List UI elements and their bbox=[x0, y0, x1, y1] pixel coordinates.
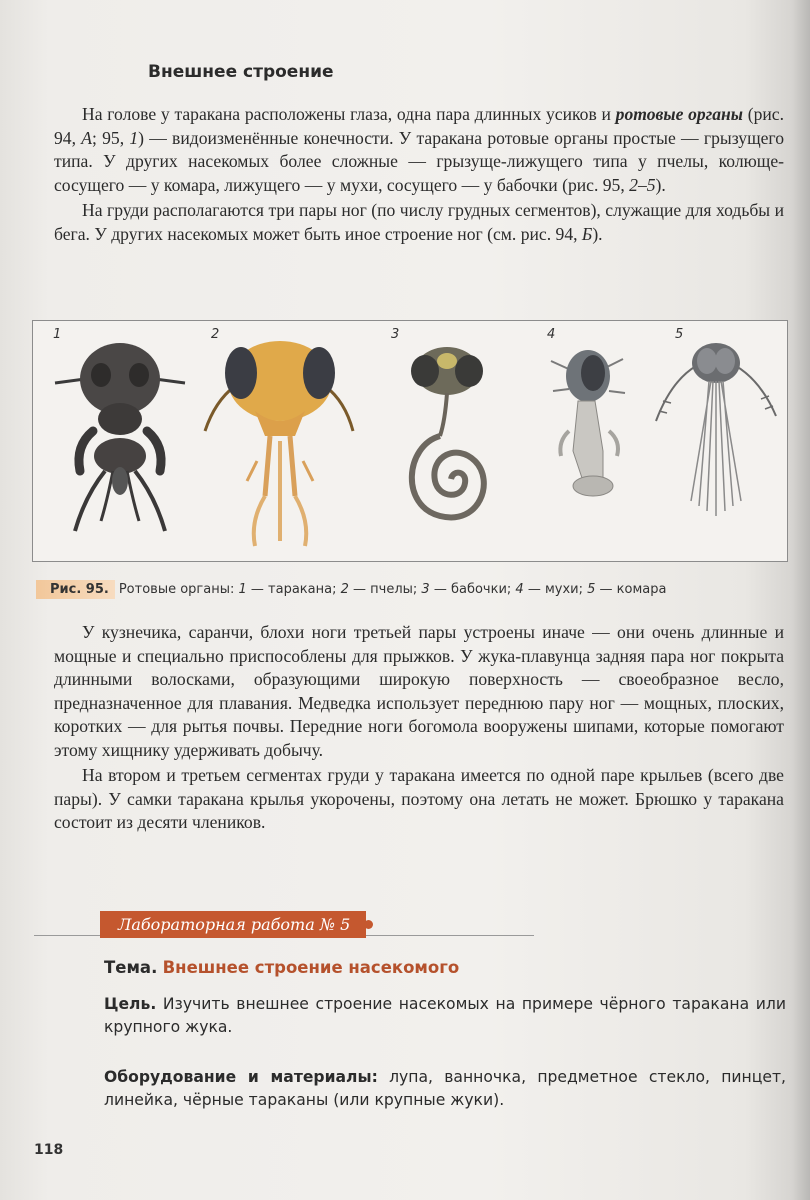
caption-text-4: — мухи; bbox=[523, 582, 588, 597]
para1-ref-1: 1 bbox=[129, 127, 139, 148]
figure-label-4: 4 bbox=[547, 327, 556, 342]
lab-topic bbox=[104, 958, 459, 977]
lab-equipment-label: Оборудование и материалы: bbox=[104, 1068, 378, 1086]
lab-topic-value: Внешнее строение насекомого bbox=[162, 958, 460, 977]
caption-text-1: — таракана; bbox=[246, 582, 341, 597]
caption-num-1: 1 bbox=[238, 582, 247, 597]
caption-num-4: 4 bbox=[515, 582, 524, 597]
page-number: 118 bbox=[34, 1142, 64, 1158]
para1-text-4: ) — видоизменённые конечности. У таракана ротовые органы простые — грызущего типа. У других насекомых более сложные — грызуще-лижущего типа у пчелы, колюще-сосущего — у комара, лижущего — у мухи, сосущего — у бабочки (рис. 95, bbox=[54, 127, 785, 195]
caption-text-5: — комара bbox=[595, 582, 667, 597]
para2-text-2: ). bbox=[592, 223, 603, 244]
butterfly-mouthparts-illustration bbox=[385, 331, 515, 556]
caption-num-5: 5 bbox=[587, 582, 596, 597]
page-edge-shadow bbox=[792, 0, 810, 1200]
figure-caption bbox=[36, 580, 786, 602]
lab-equipment bbox=[104, 1066, 786, 1112]
para3-text: У кузнечика, саранчи, блохи ноги третьей пары устроены иначе — они очень длинные и мощные и специально приспособлены для прыжков. У жука-плавунца задняя пара ног покрыта длинными волосками, образующими широкую поверхность — своеобразное весло, предназначенное для плавания. Медведка использует переднюю пару ног — мощных, плоских, коротких — для рытья почвы. Передние ноги богомола вооружены шипами, которые помогают этому хищнику удерживать добычу. bbox=[54, 622, 784, 760]
lab-work-banner: Лабораторная работа № 5 bbox=[100, 911, 366, 938]
para4-text: На втором и третьем сегментах груди у таракана имеется по одной паре крыльев (всего две пары). У самки таракана крылья укорочены, поэтому она летать не может. Брюшко у таракана состоит из десяти члеников. bbox=[54, 765, 784, 832]
figure-label-2: 2 bbox=[211, 327, 220, 342]
figure-mouthparts bbox=[32, 320, 788, 562]
lab-goal bbox=[104, 993, 786, 1039]
para2-ref-b: Б bbox=[581, 223, 593, 244]
para1-text-5: ). bbox=[655, 174, 666, 195]
caption-label: Рис. 95. bbox=[36, 580, 115, 599]
caption-text-3: — бабочки; bbox=[429, 582, 516, 597]
para1-text-3: ; 95, bbox=[91, 127, 130, 148]
caption-num-2: 2 bbox=[340, 582, 349, 597]
bee-mouthparts-illustration bbox=[195, 331, 365, 556]
para1-ref-2-5: 2–5 bbox=[629, 174, 656, 195]
figure-label-3: 3 bbox=[391, 327, 400, 342]
caption-num-3: 3 bbox=[421, 582, 430, 597]
mosquito-mouthparts-illustration bbox=[651, 331, 781, 556]
caption-text-0: Ротовые органы: bbox=[118, 582, 239, 597]
figure-label-5: 5 bbox=[675, 327, 684, 342]
para1-ref-a: А bbox=[81, 127, 92, 148]
cockroach-mouthparts-illustration bbox=[45, 331, 195, 551]
lab-goal-text: Изучить внешнее строение насекомых на примере чёрного таракана или крупного жука. bbox=[104, 995, 786, 1036]
para1-text-2: (рис. 94, bbox=[54, 104, 785, 148]
lab-goal-label: Цель. bbox=[104, 995, 157, 1013]
fly-mouthparts-illustration bbox=[533, 331, 643, 556]
paragraph-head-organs bbox=[54, 103, 784, 246]
section-title: Внешнее строение bbox=[148, 62, 334, 82]
lab-equipment-text: лупа, ванночка, предметное стекло, пинцет, линейка, чёрные тараканы (или крупные жуки). bbox=[104, 1068, 786, 1109]
caption-text-2: — пчелы; bbox=[348, 582, 422, 597]
lab-topic-label: Тема. bbox=[104, 958, 158, 977]
para2-text-1: На груди располагаются три пары ног (по числу грудных сегментов), служащие для ходьбы и бега. У других насекомых может быть иное строение ног (см. рис. 94, bbox=[54, 200, 784, 244]
figure-label-1: 1 bbox=[53, 327, 62, 342]
para1-text-1: На голове у таракана расположены глаза, одна пара длинных усиков и bbox=[82, 104, 616, 124]
paragraph-legs bbox=[54, 621, 784, 835]
para1-term-mouthparts: ротовые органы bbox=[615, 104, 743, 124]
